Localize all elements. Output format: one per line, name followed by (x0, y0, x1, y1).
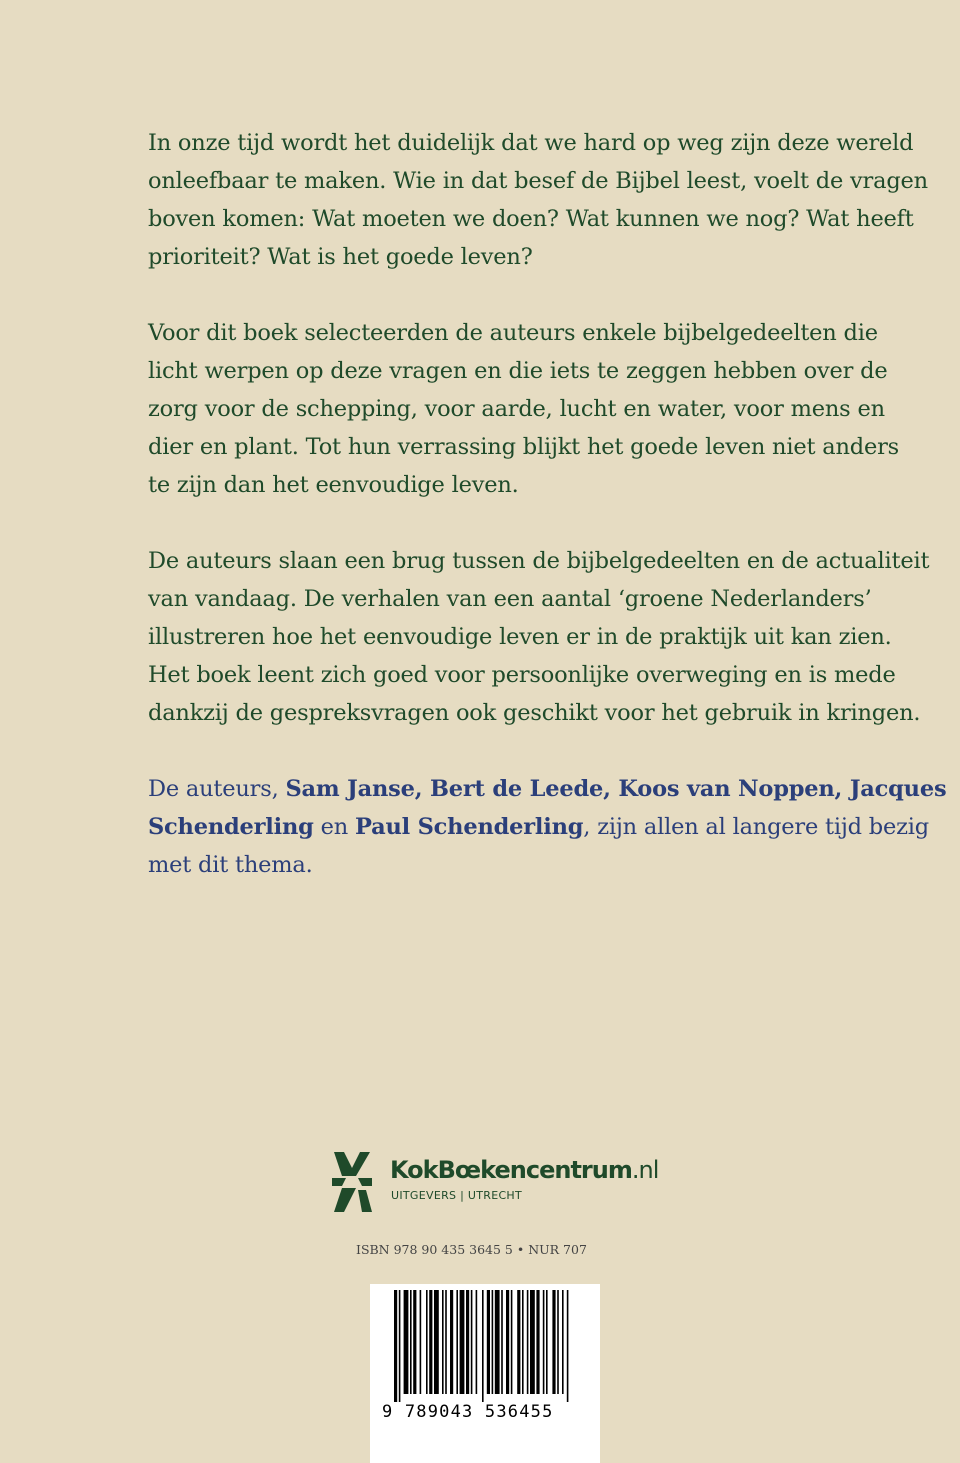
publisher-name (390, 1156, 658, 1184)
barcode-bar (487, 1290, 490, 1394)
blurb-line: illustreren hoe het eenvoudige leven er in de praktijk uit kan zien. (148, 624, 892, 650)
barcode-bar (399, 1290, 401, 1402)
barcode-bar (495, 1290, 500, 1394)
blurb-paragraph-1 (148, 124, 928, 276)
barcode-bar (450, 1290, 453, 1394)
barcode-bar (543, 1290, 545, 1394)
publisher-tld: .nl (631, 1156, 659, 1184)
blurb-line: zorg voor de schepping, voor aarde, lucht en water, voor mens en (148, 396, 885, 422)
blurb-line: De auteurs slaan een brug tussen de bijbelgedeelten en de actualiteit (148, 548, 930, 574)
blurb-line: licht werpen op deze vragen en die iets te zeggen hebben over de (148, 358, 888, 384)
barcode-bar (567, 1290, 569, 1402)
blurb-paragraph-2 (148, 314, 899, 504)
barcode-bar (471, 1290, 473, 1394)
barcode-bar (530, 1290, 535, 1394)
blurb-line: dankzij de gespreksvragen ook geschikt voor het gebruik in kringen. (148, 700, 921, 726)
barcode-bar (546, 1290, 548, 1394)
barcode-bar (562, 1290, 564, 1394)
blurb-line: te zijn dan het eenvoudige leven. (148, 472, 519, 498)
blurb-line: Voor dit boek selecteerden de auteurs enkele bijbelgedeelten die (148, 320, 878, 346)
barcode-bar (501, 1290, 503, 1394)
barcode-bar (506, 1290, 509, 1394)
barcode-bar (429, 1290, 432, 1394)
barcode-bar (557, 1290, 559, 1394)
author-name: Schenderling (148, 814, 314, 840)
barcode-bar (511, 1290, 513, 1394)
blurb-line: dier en plant. Tot hun verrassing blijkt het goede leven niet anders (148, 434, 899, 460)
authors-paragraph (148, 770, 947, 884)
publisher-subtitle: UITGEVERS | UTRECHT (391, 1189, 523, 1202)
blurb-line: boven komen: Wat moeten we doen? Wat kunnen we nog? Wat heeft (148, 206, 914, 232)
barcode-bar (527, 1290, 529, 1394)
barcode-bar (492, 1290, 494, 1394)
barcode-bar (522, 1290, 524, 1394)
authors-intro: De auteurs, (148, 776, 286, 802)
barcode-bar (404, 1290, 409, 1394)
barcode-bar (552, 1290, 555, 1394)
barcode-bar (426, 1290, 428, 1394)
blurb-line: prioriteit? Wat is het goede leven? (148, 244, 533, 270)
barcode-bar (466, 1290, 469, 1394)
kok-boekencentrum-logo-icon (328, 1148, 376, 1216)
barcode-bar (517, 1290, 520, 1394)
barcode-bar (536, 1290, 539, 1394)
barcode-bar (394, 1290, 397, 1402)
blurb-line: onleefbaar te maken. Wie in dat besef de Bijbel leest, voelt de vragen (148, 168, 928, 194)
authors-line-2 (148, 808, 929, 846)
barcode-bar (476, 1290, 478, 1394)
authors-line-3: met dit thema. (148, 852, 313, 878)
isbn-nur-line: ISBN 978 90 435 3645 5 • NUR 707 (356, 1242, 587, 1257)
barcode (370, 1284, 600, 1463)
barcode-bar (482, 1290, 484, 1402)
barcode-bar (460, 1290, 465, 1394)
publisher-name-text: KokBœkencentrum (390, 1156, 632, 1184)
barcode-bar (434, 1290, 439, 1394)
blurb-line: In onze tijd wordt het duidelijk dat we hard op weg zijn deze wereld (148, 130, 914, 156)
barcode-bar (413, 1290, 416, 1394)
barcode-bars (370, 1284, 600, 1404)
blurb-paragraph-3 (148, 542, 930, 732)
blurb-line: van vandaag. De verhalen van een aantal ‘groene Nederlanders’ (148, 586, 872, 612)
barcode-bar (456, 1290, 458, 1394)
barcode-bar (445, 1290, 447, 1394)
barcode-bar (420, 1290, 422, 1394)
publisher-logo (328, 1148, 659, 1218)
barcode-bar (410, 1290, 412, 1394)
author-name: Paul Schenderling (354, 814, 584, 840)
authors-connector: en (313, 814, 355, 840)
barcode-digits: 9 789043 536455 (382, 1402, 554, 1422)
blurb-line: Het boek leent zich goed voor persoonlijke overweging en is mede (148, 662, 896, 688)
author-names: Sam Janse, Bert de Leede, Koos van Noppen, Jacques (285, 776, 947, 802)
authors-line-1 (148, 770, 947, 808)
barcode-bar (442, 1290, 444, 1394)
authors-rest: , zijn allen al langere tijd bezig (583, 814, 929, 840)
